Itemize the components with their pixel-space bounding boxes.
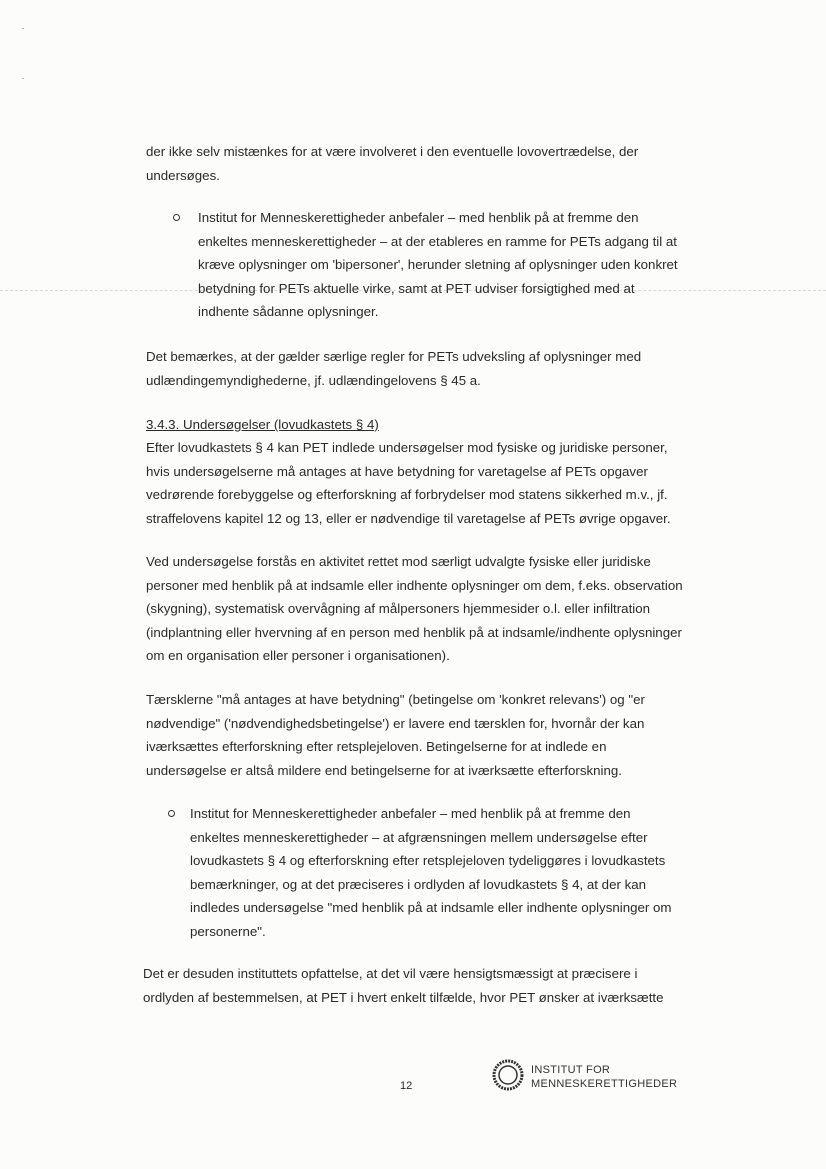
page-number: 12 <box>400 1080 413 1092</box>
bullet-icon <box>173 214 180 221</box>
logo-line-1: INSTITUT FOR <box>531 1064 611 1076</box>
scan-speck <box>22 28 24 29</box>
logo-line-2: MENNESKERETTIGHEDER <box>531 1078 678 1090</box>
section-heading: 3.4.3. Undersøgelser (lovudkastets § 4) <box>146 417 379 432</box>
institute-logo-text <box>531 1063 677 1091</box>
recommendation-bullet-2: Institut for Menneskerettigheder anbefaler – med henblik på at fremme den enkeltes menneskerettigheder – at afgrænsningen mellem undersøgelse efter lovudkastets § 4 og efterforskning efter retsplejeloven tydeliggøres i lovudkastets bemærkninger, og at det præciseres i ordlyden af lovudkastets § 4, at der kan indledes undersøgelse "med henblik på at indsamle eller indhente oplysninger om personerne". <box>190 806 672 939</box>
scan-speck <box>22 78 24 79</box>
paragraph-institute-opinion: Det er desuden instituttets opfattelse, at det vil være hensigtsmæssigt at præcisere i ordlyden af bestemmelsen, at PET i hvert enkelt tilfælde, hvor PET ønsker at iværksætte <box>143 966 664 1005</box>
paragraph-thresholds: Tærsklerne "må antages at have betydning" (betingelse om 'konkret relevans') og "er nødvendige" ('nødvendighedsbetingelse') er lavere end tærsklen for, hvornår der kan iværksættes efterforskning efter retsplejeloven. Betingelserne for at indlede en undersøgelse er altså mildere end betingelserne for at iværksætte efterforskning. <box>146 692 645 778</box>
paragraph-section-4: Efter lovudkastets § 4 kan PET indlede undersøgelser mod fysiske og juridiske personer, hvis undersøgelserne må antages at have betydning for varetagelse af PETs opgaver vedrørende forebyggelse og efterforskning af forbrydelser mod statens sikkerhed m.v., jf. straffelovens kapitel 12 og 13, eller er nødvendige til varetagelse af PETs øvrige opgaver. <box>146 440 671 526</box>
paragraph-exchange-rules: Det bemærkes, at der gælder særlige regler for PETs udveksling af oplysninger med udlændingemyndighederne, jf. udlændingelovens § 45 a. <box>146 349 642 388</box>
bullet-icon <box>168 810 175 817</box>
paragraph-definition: Ved undersøgelse forstås en aktivitet rettet mod særligt udvalgte fysiske eller juridiske personer med henblik på at indsamle eller indhente oplysninger om dem, f.eks. observation (skygning), systematisk overvågning af målpersoners hjemmesider o.l. eller infiltration (indplantning eller hvervning af en person med henblik på at indsamle/indhente oplysninger om en organisation eller personer i organisationen). <box>146 554 683 663</box>
institute-logo-icon <box>491 1058 525 1092</box>
recommendation-bullet-1: Institut for Menneskerettigheder anbefaler – med henblik på at fremme den enkeltes menneskerettigheder – at der etableres en ramme for PETs adgang til at kræve oplysninger om 'bipersoner', herunder sletning af oplysninger uden konkret betydning for PETs aktuelle virke, samt at PET udviser forsigtighed med at indhente sådanne oplysninger. <box>198 210 678 319</box>
paragraph-continuation: der ikke selv mistænkes for at være involveret i den eventuelle lovovertrædelse, der undersøges. <box>146 144 639 183</box>
